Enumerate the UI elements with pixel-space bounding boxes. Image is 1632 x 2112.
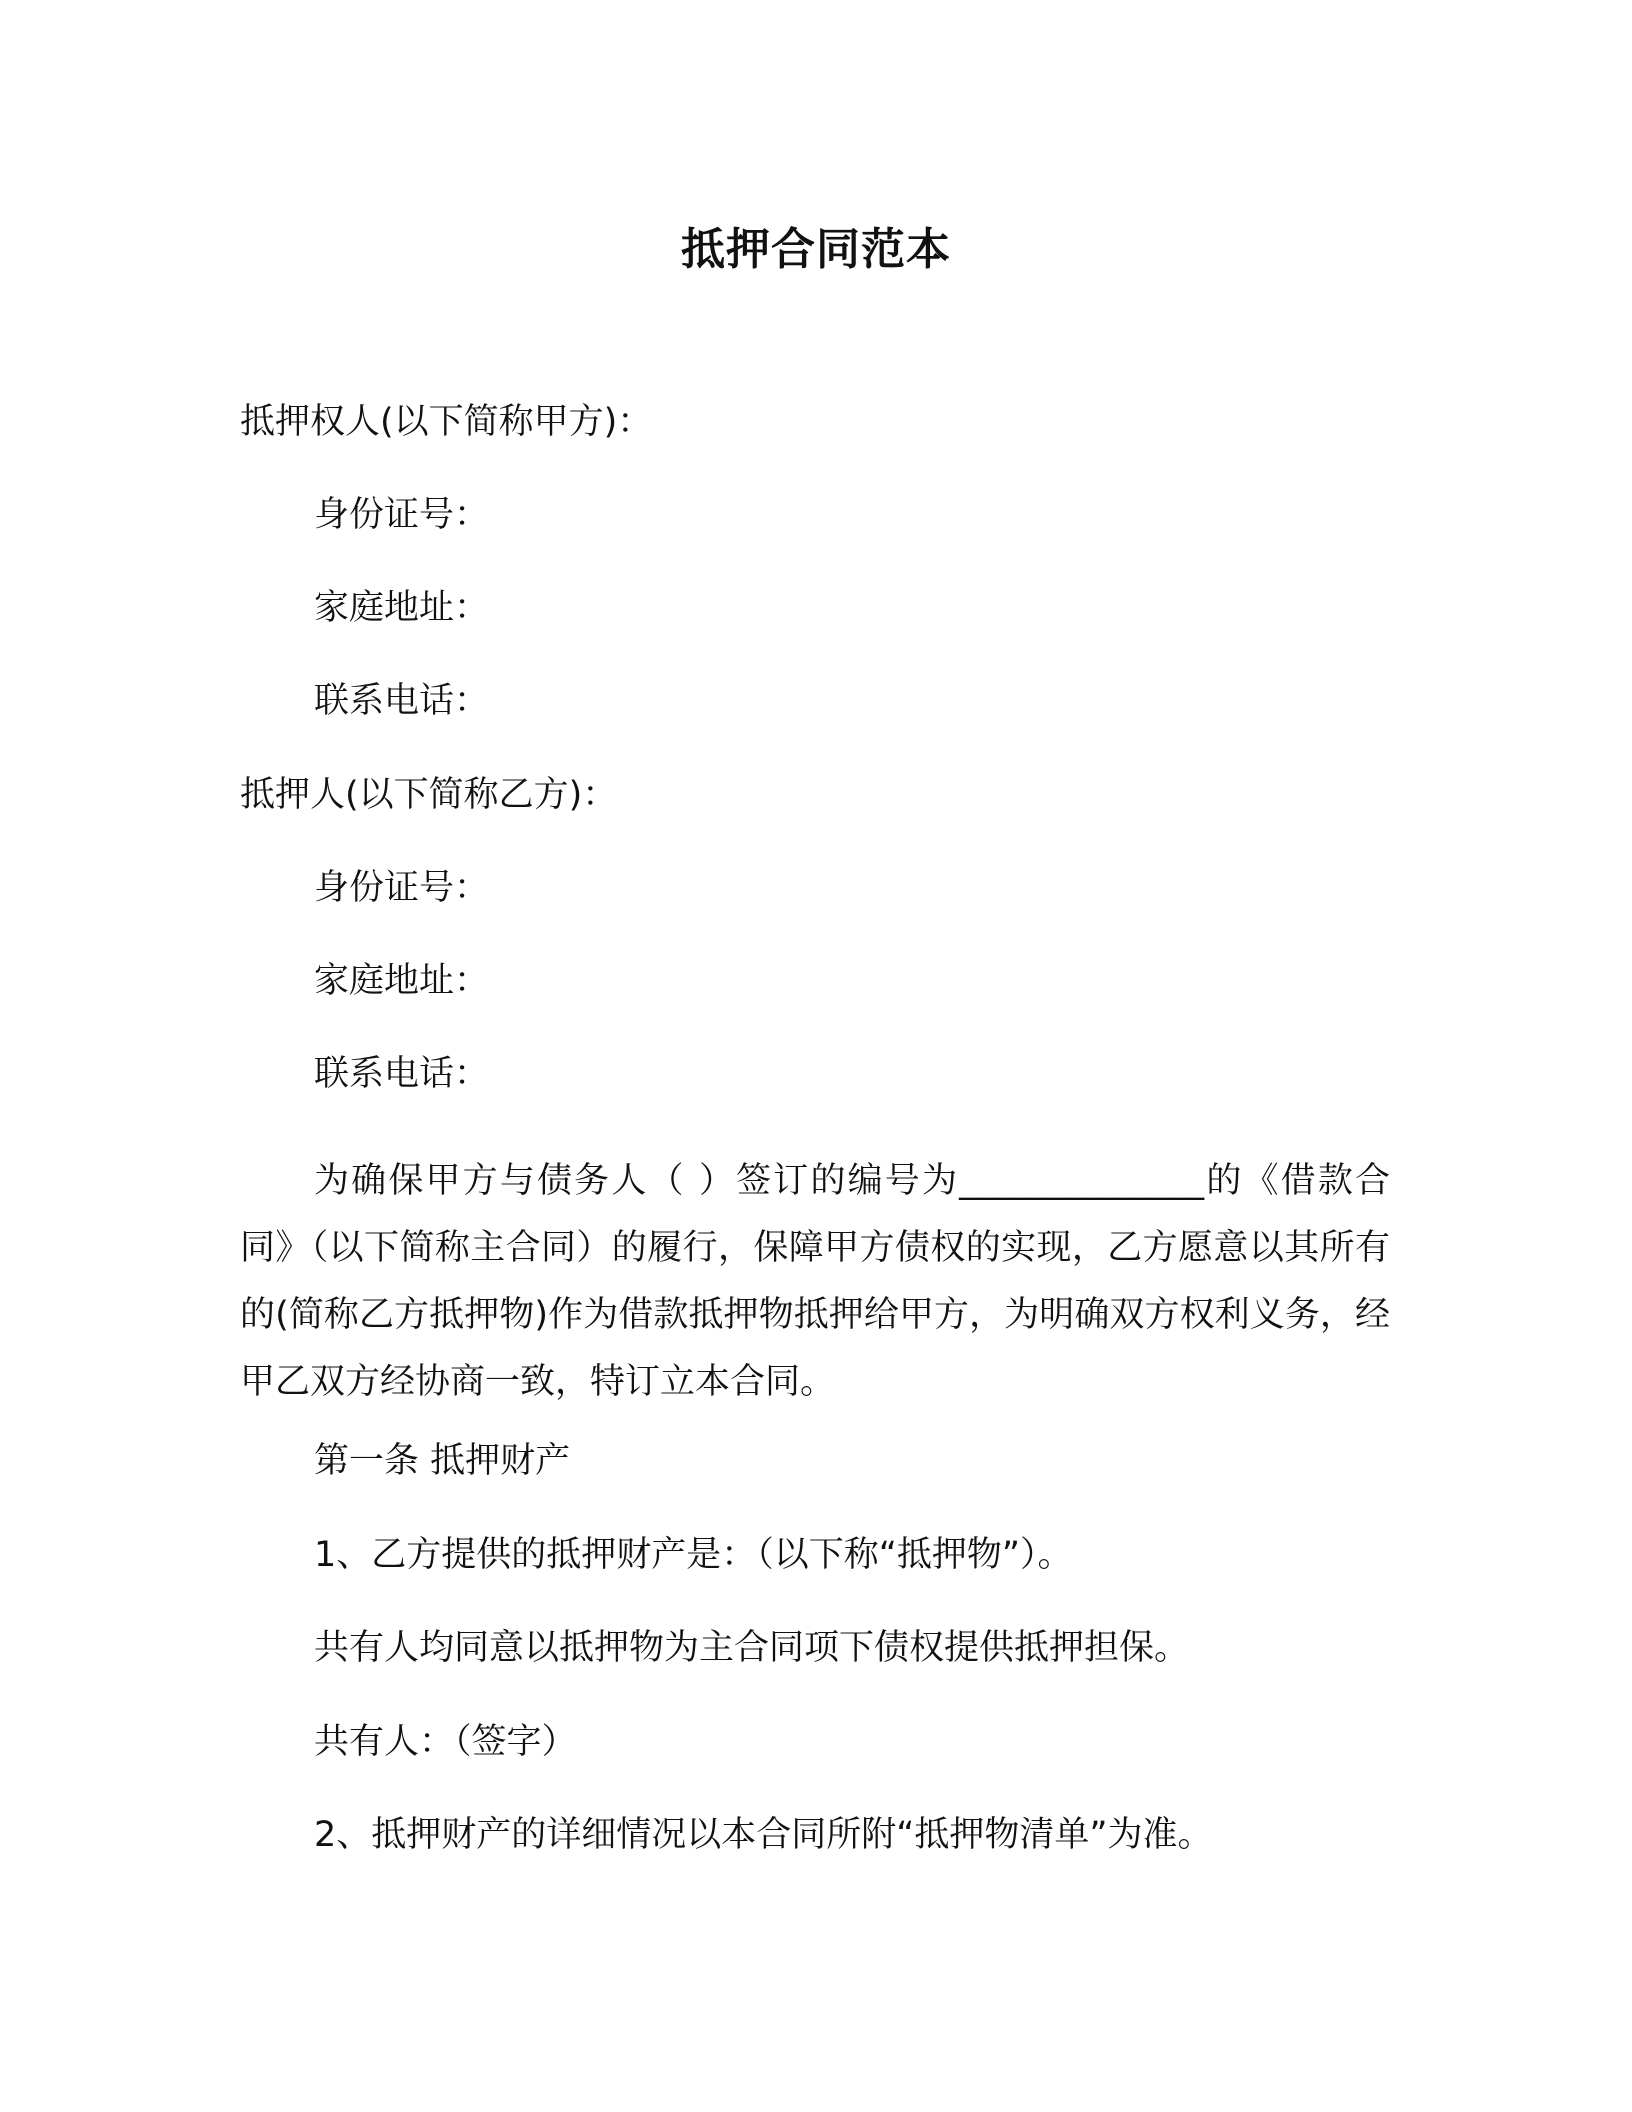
party-a-heading: 抵押权人(以下简称甲方)：	[240, 402, 653, 442]
preamble-paragraph: 为确保甲方与债务人（ ）签订的编号为______________的《借款合同》（以下简称主合同）的履行，保障甲方债权的实现，乙方愿意以其所有的(简称乙方抵押物)作为借款抵押物抵押给甲方，为明确双方权利义务，经甲乙双方经协商一致，特订立本合同。	[240, 1161, 1390, 1402]
document-title: 抵押合同范本	[681, 224, 951, 275]
party-b-address-label: 家庭地址：	[314, 961, 490, 1001]
article-1-item-1: 1、乙方提供的抵押财产是：（以下称“抵押物”）。	[314, 1535, 1073, 1575]
party-a-phone-label: 联系电话：	[314, 681, 490, 721]
party-b-id-label: 身份证号：	[314, 868, 490, 908]
article-1-item-2: 2、抵押财产的详细情况以本合同所附“抵押物清单”为准。	[314, 1815, 1213, 1855]
party-a-id-label: 身份证号：	[314, 495, 490, 535]
co-owner-signature-line: 共有人：（签字）	[314, 1722, 577, 1762]
party-a-address-label: 家庭地址：	[314, 588, 490, 628]
party-b-heading: 抵押人(以下简称乙方)：	[240, 775, 618, 815]
article-1-heading: 第一条 抵押财产	[314, 1441, 571, 1481]
co-owner-consent: 共有人均同意以抵押物为主合同项下债权提供抵押担保。	[314, 1628, 1190, 1668]
party-b-phone-label: 联系电话：	[314, 1054, 490, 1094]
